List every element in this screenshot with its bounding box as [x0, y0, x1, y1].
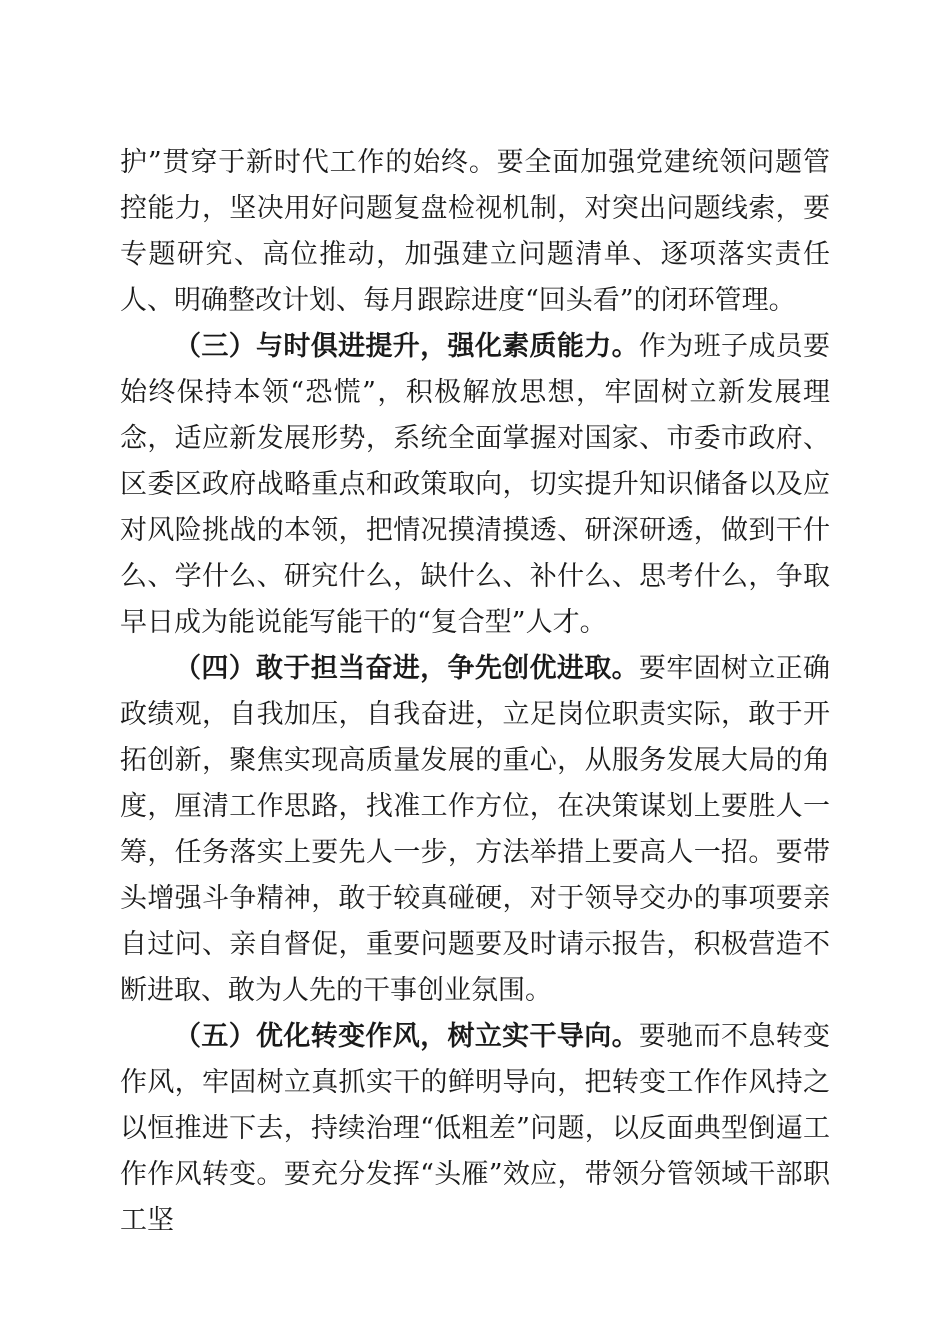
- paragraph-section-4: [120, 646, 830, 1014]
- paragraph-section-3: [120, 324, 830, 646]
- paragraph-text: 要牢固树立正确政绩观，自我加压，自我奋进，立足岗位职责实际，敢于开拓创新，聚焦实现高质量发展的重心，从服务发展大局的角度，厘清工作思路，找准工作方位，在决策谋划上要胜人一筹，任务落实上要先人一步，方法举措上要高人一招。要带头增强斗争精神，敢于较真碰硬，对于领导交办的事项要亲自过问、亲自督促，重要问题要及时请示报告，积极营造不断进取、敢为人先的干事创业氛围。: [120, 653, 831, 1006]
- section-heading: （五）优化转变作风，树立实干导向。: [174, 1021, 639, 1052]
- paragraph-section-5: [120, 1014, 830, 1244]
- document-body: [120, 140, 830, 1244]
- paragraph-continuation: [120, 140, 830, 324]
- paragraph-text: 护”贯穿于新时代工作的始终。要全面加强党建统领问题管控能力，坚决用好问题复盘检视机制，对突出问题线索，要专题研究、高位推动，加强建立问题清单、逐项落实责任人、明确整改计划、每月跟踪进度“回头看”的闭环管理。: [120, 147, 830, 316]
- section-heading: （四）敢于担当奋进，争先创优进取。: [174, 653, 639, 684]
- paragraph-text: 要驰而不息转变作风，牢固树立真抓实干的鲜明导向，把转变工作作风持之以恒推进下去，持续治理“低粗差”问题，以反面典型倒逼工作作风转变。要充分发挥“头雁”效应，带领分管领域干部职工坚: [120, 1021, 831, 1236]
- section-heading: （三）与时俱进提升，强化素质能力。: [174, 331, 639, 362]
- paragraph-text: 作为班子成员要始终保持本领“恐慌”，积极解放思想，牢固树立新发展理念，适应新发展形势，系统全面掌握对国家、市委市政府、区委区政府战略重点和政策取向，切实提升知识储备以及应对风险挑战的本领，把情况摸清摸透、研深研透，做到干什么、学什么、研究什么，缺什么、补什么、思考什么，争取早日成为能说能写能干的“复合型”人才。: [120, 331, 831, 638]
